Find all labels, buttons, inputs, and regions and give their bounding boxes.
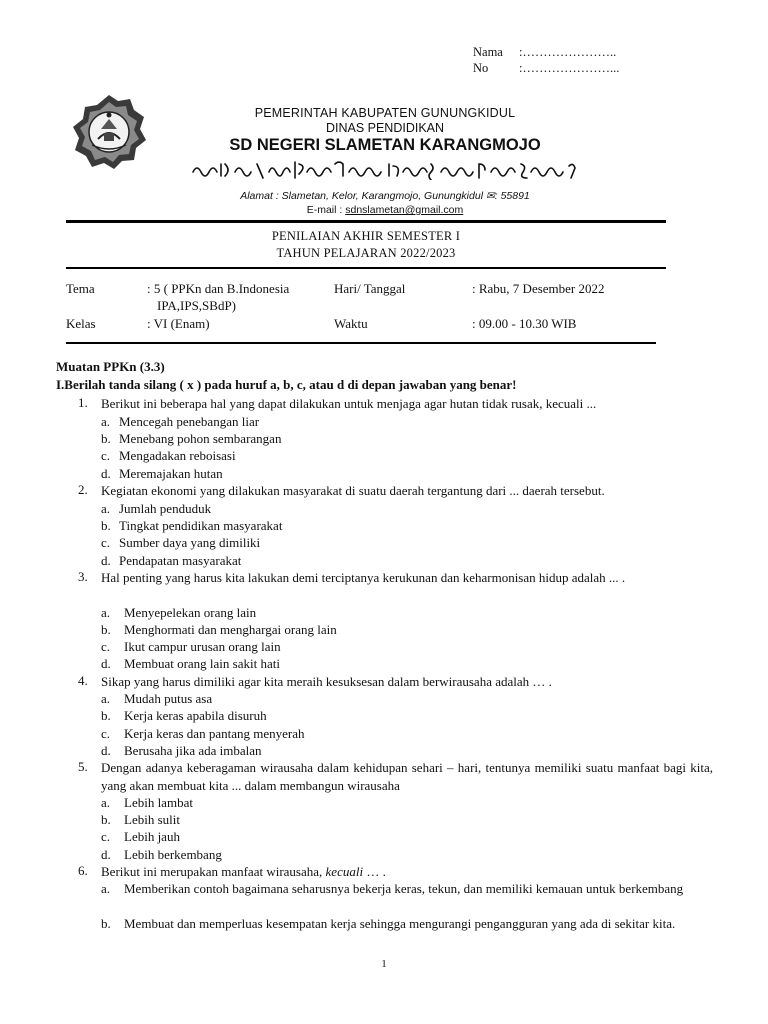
exam-year: TAHUN PELAJARAN 2022/2023 [276, 246, 456, 260]
tema-label: Tema [66, 281, 95, 296]
question-number: 6. [78, 863, 88, 878]
kelas-value: : VI (Enam) [147, 316, 210, 331]
kelas-label: Kelas [66, 316, 96, 331]
question-number: 2. [78, 482, 88, 497]
option-text: Pendapatan masyarakat [119, 553, 242, 568]
nama-label: Nama [473, 45, 503, 59]
option-letter: b. [101, 431, 111, 446]
question-number: 5. [78, 759, 88, 774]
tema-value-cont: IPA,IPS,SBdP) [157, 298, 237, 313]
hari-label: Hari/ Tanggal [334, 281, 406, 296]
question-text [101, 863, 713, 881]
option-text: Tingkat pendidikan masyarakat [119, 518, 283, 533]
option-text: Membuat dan memperluas kesempatan kerja sehingga mengurangi pengangguran yang ada di sekitar kita. [124, 916, 676, 931]
option-letter: d. [101, 466, 111, 481]
option-letter: c. [101, 829, 111, 844]
option-letter: b. [101, 916, 111, 931]
option-letter: d. [101, 553, 111, 568]
exam-title: PENILAIAN AKHIR SEMESTER I [271, 229, 461, 243]
option-letter: c. [101, 448, 111, 463]
option-letter: a. [101, 691, 111, 706]
question-text: Dengan adanya keberagaman wirausaha dalam kehidupan sehari – hari, tentunya memiliki suatu manfaat bagi kita, yang akan membuat kita ... dalam membangun wirausaha [101, 760, 713, 793]
option-text: Mengadakan reboisasi [119, 448, 236, 463]
option-text: Sumber daya yang dimiliki [119, 535, 261, 550]
option-text: Lebih lambat [124, 795, 193, 810]
question-text: Kegiatan ekonomi yang dilakukan masyarakat di suatu daerah tergantung dari ... daerah tersebut. [101, 483, 605, 498]
instruction: I.Berilah tanda silang ( x ) pada huruf a, b, c, atau d di depan jawaban yang benar! [56, 377, 517, 392]
letterhead-divider [66, 220, 666, 223]
info-divider [66, 342, 656, 344]
question-number: 1. [78, 395, 88, 410]
option-text: Lebih berkembang [124, 847, 222, 862]
no-field [473, 61, 619, 76]
title-divider [66, 267, 666, 269]
email-link[interactable]: sdnslametan@gmail.com [345, 204, 464, 216]
question-number: 4. [78, 673, 88, 688]
no-value: :…………………... [519, 61, 620, 75]
question-text: Sikap yang harus dimiliki agar kita meraih kesuksesan dalam berwirausaha adalah … . [101, 674, 552, 689]
option-text: Kerja keras apabila disuruh [124, 708, 267, 723]
option-text: Memberikan contoh bagaimana seharusnya bekerja keras, tekun, dan memiliki kemauan untuk berkembang [124, 881, 684, 896]
letterhead-government: PEMERINTAH KABUPATEN GUNUNGKIDUL [254, 106, 516, 120]
option-letter: b. [101, 812, 111, 827]
option-text: Meremajakan hutan [119, 466, 223, 481]
school-name: SD NEGERI SLAMETAN KARANGMOJO [229, 136, 541, 154]
question-text-emphasis: kecuali [325, 864, 364, 879]
option-text: Mudah putus asa [124, 691, 213, 706]
option-text: Mencegah penebangan liar [119, 414, 260, 429]
option-text: Jumlah penduduk [119, 501, 212, 516]
option-letter: c. [101, 535, 111, 550]
option-letter: a. [101, 414, 111, 429]
option-text: Kerja keras dan pantang menyerah [124, 726, 305, 741]
no-label: No [473, 61, 489, 75]
option-letter: c. [101, 639, 111, 654]
nama-value: :………………….. [519, 45, 617, 59]
hari-value: : Rabu, 7 Desember 2022 [472, 281, 605, 296]
question-text-prefix: Berikut ini merupakan manfaat wirausaha, [101, 864, 326, 879]
option-text: Menghormati dan menghargai orang lain [124, 622, 337, 637]
section-title: Muatan PPKn (3.3) [56, 359, 165, 374]
letterhead-department: DINAS PENDIDIKAN [325, 121, 445, 135]
option-text: Ikut campur urusan orang lain [124, 639, 281, 654]
nama-field [473, 45, 616, 60]
question-text-suffix: … . [363, 864, 386, 879]
question-text: Hal penting yang harus kita lakukan demi terciptanya kerukunan dan keharmonisan hidup adalah ... . [101, 570, 626, 585]
option-text: Menyepelekan orang lain [124, 605, 257, 620]
tema-value: : 5 ( PPKn dan B.Indonesia [147, 281, 290, 296]
option-letter: b. [101, 708, 111, 723]
option-text: Menebang pohon sembarangan [119, 431, 282, 446]
option-text: Membuat orang lain sakit hati [124, 656, 280, 671]
question-number: 3. [78, 569, 88, 584]
option-letter: a. [101, 795, 111, 810]
option-text: Lebih jauh [124, 829, 180, 844]
email-label: E-mail : [306, 204, 346, 216]
waktu-value: : 09.00 - 10.30 WIB [472, 316, 577, 331]
option-letter: d. [101, 847, 111, 862]
school-email-line [150, 204, 620, 216]
regency-seal-logo [70, 93, 148, 171]
option-letter: b. [101, 518, 111, 533]
question-text: Berikut ini beberapa hal yang dapat dilakukan untuk menjaga agar hutan tidak rusak, kecuali ... [101, 396, 597, 411]
school-address: Alamat : Slametan, Kelor, Karangmojo, Gunungkidul ✉: 55891 [240, 190, 530, 202]
option-letter: d. [101, 656, 111, 671]
option-letter: d. [101, 743, 111, 758]
option-letter: a. [101, 501, 111, 516]
waktu-label: Waktu [334, 316, 368, 331]
page-number: 1 [381, 958, 387, 970]
option-text: Berusaha jika ada imbalan [124, 743, 262, 758]
option-letter: a. [101, 605, 111, 620]
option-letter: a. [101, 881, 111, 896]
option-letter: b. [101, 622, 111, 637]
option-letter: c. [101, 726, 111, 741]
option-text: Lebih sulit [124, 812, 180, 827]
javanese-script-graphic [185, 158, 585, 180]
